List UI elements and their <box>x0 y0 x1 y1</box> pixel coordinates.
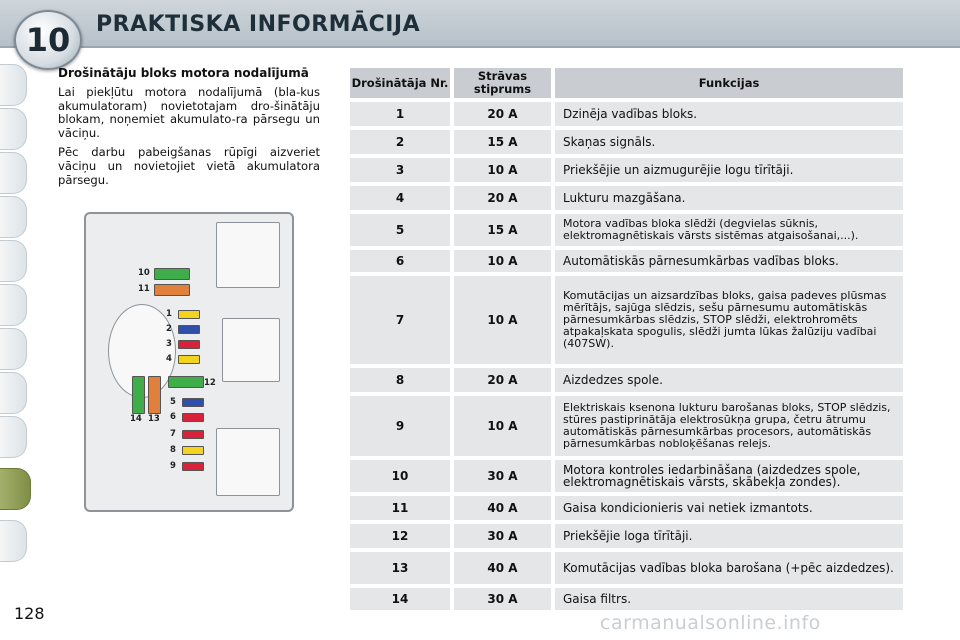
fuse-nr: 10 <box>350 460 450 492</box>
header-function: Funkcijas <box>555 68 903 98</box>
header-current: Strāvas stiprums <box>454 68 551 98</box>
fuse-function: Automātiskās pārnesumkārbas vadības bloks. <box>555 250 903 272</box>
fuse-function: Skaņas signāls. <box>555 130 903 154</box>
fuse-nr: 1 <box>350 102 450 126</box>
fuse-12 <box>168 376 204 388</box>
table-header-row <box>350 68 903 98</box>
fuse-box-diagram <box>84 212 294 512</box>
fuse-label: 1 <box>166 309 172 319</box>
relay-slot <box>222 318 280 382</box>
fuse-3 <box>178 340 200 349</box>
fuse-label: 11 <box>138 284 150 294</box>
fuse-current: 15 A <box>454 130 551 154</box>
fuse-label: 8 <box>170 445 176 455</box>
page-number: 128 <box>14 604 45 623</box>
chapter-tab[interactable] <box>0 372 27 414</box>
chapter-tab[interactable] <box>0 284 27 326</box>
fuse-4 <box>178 355 200 364</box>
fuse-label: 12 <box>204 378 216 388</box>
fuse-function: Motora vadības bloka slēdži (degvielas sūknis, elektromagnētiskais vārsts sistēmas atgaisošanai,...). <box>555 214 903 246</box>
paragraph-close: Pēc darbu pabeigšanas rūpīgi aizveriet vāciņu un novietojiet vietā akumulatora pārsegu. <box>58 145 320 187</box>
fuse-label: 2 <box>166 324 172 334</box>
fuse-current: 10 A <box>454 276 551 364</box>
table-row <box>350 588 903 610</box>
fuse-9 <box>182 462 204 471</box>
chapter-tab[interactable] <box>0 520 27 562</box>
table-row <box>350 102 903 126</box>
chapter-title: PRAKTISKA INFORMĀCIJA <box>96 12 421 37</box>
fuse-current: 20 A <box>454 102 551 126</box>
table-row <box>350 396 903 456</box>
fuse-7 <box>182 430 204 439</box>
fuse-10 <box>154 268 190 280</box>
section-title: Drošinātāju bloks motora nodalījumā <box>58 66 309 80</box>
table-row <box>350 552 903 584</box>
fuse-function: Gaisa filtrs. <box>555 588 903 610</box>
chapter-tab[interactable] <box>0 328 27 370</box>
fuse-label: 4 <box>166 354 172 364</box>
fuse-label: 14 <box>130 414 142 424</box>
fuse-13 <box>148 376 161 414</box>
chapter-tab-active[interactable] <box>0 468 31 510</box>
fuse-14 <box>132 376 145 414</box>
fuse-current: 10 A <box>454 158 551 182</box>
fuse-nr: 2 <box>350 130 450 154</box>
fuse-6 <box>182 413 204 422</box>
fuse-function: Priekšējie loga tīrītāji. <box>555 524 903 548</box>
fuse-nr: 14 <box>350 588 450 610</box>
fuse-function: Komutācijas un aizsardzības bloks, gaisa padeves plūsmas mērītājs, sajūga slēdzis, sešu pārnesumu automātiskās pārnesumkārbas slēdzis, STOP slēdži, elektrohromēts atpakaļskata spogulis, slēdži jumta lūkas žalūziju vadībai (407SW). <box>555 276 903 364</box>
fuse-8 <box>182 446 204 455</box>
fuse-nr: 5 <box>350 214 450 246</box>
fuse-nr: 8 <box>350 368 450 392</box>
chapter-tab[interactable] <box>0 108 27 150</box>
table-row <box>350 276 903 364</box>
chapter-tab[interactable] <box>0 152 27 194</box>
fuse-nr: 4 <box>350 186 450 210</box>
fuse-label: 5 <box>170 397 176 407</box>
fuse-label: 10 <box>138 268 150 278</box>
table-row <box>350 158 903 182</box>
table-row <box>350 130 903 154</box>
chapter-tab[interactable] <box>0 196 27 238</box>
fuse-current: 15 A <box>454 214 551 246</box>
table-row <box>350 214 903 246</box>
fuse-current: 30 A <box>454 588 551 610</box>
chapter-tab-strip <box>0 64 30 574</box>
fuse-nr: 13 <box>350 552 450 584</box>
fuse-nr: 6 <box>350 250 450 272</box>
intro-text <box>58 66 320 193</box>
fuse-nr: 11 <box>350 496 450 520</box>
fuse-function: Gaisa kondicionieris vai netiek izmantots. <box>555 496 903 520</box>
relay-slot <box>216 428 280 496</box>
table-row <box>350 524 903 548</box>
fuse-label: 3 <box>166 339 172 349</box>
fuse-label: 13 <box>148 414 160 424</box>
fuse-5 <box>182 398 204 407</box>
fuse-current: 20 A <box>454 186 551 210</box>
fuse-current: 40 A <box>454 552 551 584</box>
fuse-nr: 9 <box>350 396 450 456</box>
fuse-table <box>350 68 903 614</box>
fuse-1 <box>178 310 200 319</box>
fuse-label: 7 <box>170 429 176 439</box>
table-row <box>350 496 903 520</box>
relay-slot <box>216 222 280 288</box>
fuse-current: 30 A <box>454 524 551 548</box>
fuse-function: Dzinēja vadības bloks. <box>555 102 903 126</box>
fuse-function: Lukturu mazgāšana. <box>555 186 903 210</box>
chapter-tab[interactable] <box>0 240 27 282</box>
fuse-nr: 12 <box>350 524 450 548</box>
fuse-nr: 7 <box>350 276 450 364</box>
fuse-function: Motora kontroles iedarbināšana (aizdedzes spole, elektromagnētiskais vārsts, skābekļa zondes). <box>555 460 903 492</box>
fuse-label: 9 <box>170 461 176 471</box>
chapter-tab[interactable] <box>0 416 27 458</box>
fuse-nr: 3 <box>350 158 450 182</box>
page-header <box>0 0 960 48</box>
fuse-11 <box>154 284 190 296</box>
fuse-function: Priekšējie un aizmugurējie logu tīrītāji. <box>555 158 903 182</box>
watermark: carmanualsonline.info <box>600 612 821 634</box>
fuse-function: Aizdedzes spole. <box>555 368 903 392</box>
fuse-current: 30 A <box>454 460 551 492</box>
table-row <box>350 186 903 210</box>
fuse-2 <box>178 325 200 334</box>
fuse-function: Komutācijas vadības bloka barošana (+pēc aizdedzes). <box>555 552 903 584</box>
fuse-current: 20 A <box>454 368 551 392</box>
table-row <box>350 250 903 272</box>
chapter-tab[interactable] <box>0 64 27 106</box>
table-row <box>350 368 903 392</box>
fuse-current: 10 A <box>454 250 551 272</box>
fuse-label: 6 <box>170 412 176 422</box>
chapter-number-badge: 10 <box>14 10 82 70</box>
fuse-current: 10 A <box>454 396 551 456</box>
fuse-current: 40 A <box>454 496 551 520</box>
table-row <box>350 460 903 492</box>
header-fuse-nr: Drošinātāja Nr. <box>350 68 450 98</box>
fuse-function: Elektriskais ksenona lukturu barošanas bloks, STOP slēdzis, stūres pastiprinātāja elektrosūkņa grupa, četru ātrumu automātiskās pārnesumkārbas procesors, automātiskās pārnesumkārbas nobloķēšanas relejs. <box>555 396 903 456</box>
paragraph-access: Lai piekļūtu motora nodalījumā (bla-kus akumulatoram) novietotajam dro-šinātāju blokam, noņemiet akumulato-ra pārsegu un vāciņu. <box>58 85 320 140</box>
